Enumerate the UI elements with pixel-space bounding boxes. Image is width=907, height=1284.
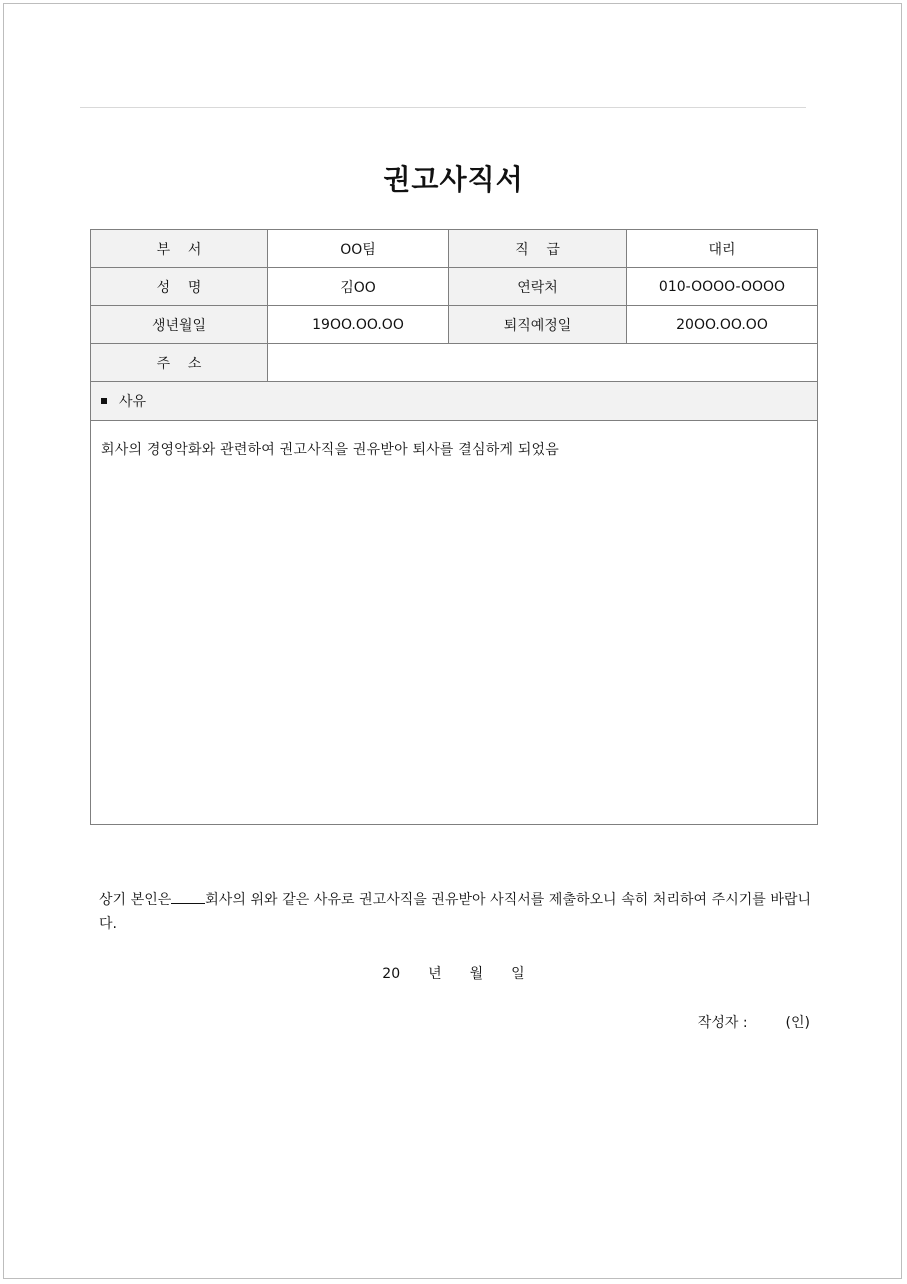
seal-mark: (인) bbox=[785, 1015, 810, 1031]
company-blank[interactable] bbox=[171, 889, 205, 904]
header-rule bbox=[80, 107, 806, 108]
department-value[interactable]: OO팀 bbox=[268, 230, 449, 268]
document-title: 권고사직서 bbox=[383, 163, 524, 196]
table-row bbox=[91, 230, 818, 268]
name-label: 성 명 bbox=[91, 268, 268, 306]
contact-value[interactable]: 010-OOOO-OOOO bbox=[627, 268, 818, 306]
date-line bbox=[0, 963, 907, 983]
table-row bbox=[91, 344, 818, 382]
statement-prefix: 상기 본인은 bbox=[99, 892, 172, 908]
table-row bbox=[91, 382, 818, 421]
table-row bbox=[91, 306, 818, 344]
statement-paragraph bbox=[99, 888, 811, 936]
reason-header-label: 사유 bbox=[119, 394, 147, 410]
address-value[interactable] bbox=[268, 344, 818, 382]
name-value[interactable]: 김OO bbox=[268, 268, 449, 306]
signer-label: 작성자 : bbox=[697, 1015, 748, 1031]
position-label: 직 급 bbox=[449, 230, 627, 268]
department-label: 부 서 bbox=[91, 230, 268, 268]
table-row bbox=[91, 421, 818, 825]
statement-suffix: 회사의 위와 같은 사유로 권고사직을 권유받아 사직서를 제출하오니 속히 처리하여 주시기를 바랍니다. bbox=[99, 892, 811, 932]
birth-value[interactable]: 19OO.OO.OO bbox=[268, 306, 449, 344]
square-bullet-icon bbox=[101, 398, 107, 404]
contact-label: 연락처 bbox=[449, 268, 627, 306]
date-day-unit: 일 bbox=[511, 966, 525, 982]
date-year-unit: 년 bbox=[428, 966, 442, 982]
reason-text[interactable]: 회사의 경영악화와 관련하여 권고사직을 권유받아 퇴사를 결심하게 되었음 bbox=[91, 421, 818, 825]
date-month-unit: 월 bbox=[469, 966, 484, 982]
signer-line bbox=[600, 1012, 810, 1032]
table-row bbox=[91, 268, 818, 306]
address-label: 주 소 bbox=[91, 344, 268, 382]
date-year-prefix[interactable]: 20 bbox=[382, 966, 401, 982]
retire-date-label: 퇴직예정일 bbox=[449, 306, 627, 344]
birth-label: 생년월일 bbox=[91, 306, 268, 344]
info-table bbox=[90, 229, 818, 825]
retire-date-value[interactable]: 20OO.OO.OO bbox=[627, 306, 818, 344]
position-value[interactable]: 대리 bbox=[627, 230, 818, 268]
reason-header bbox=[91, 382, 818, 421]
